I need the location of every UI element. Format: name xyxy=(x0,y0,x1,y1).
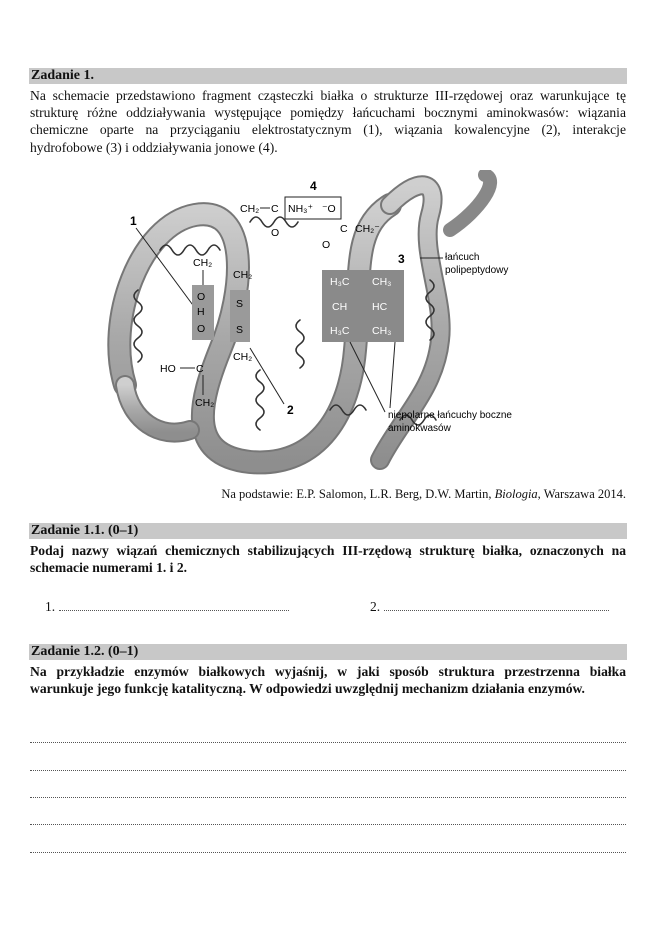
chem-o-ionic: O xyxy=(271,227,280,239)
label-number-3: 3 xyxy=(398,252,405,266)
answer-2-field[interactable] xyxy=(384,600,609,611)
label-nonpolar-line1: niepolarne łańcuchy boczne xyxy=(388,410,512,421)
chem-c-ionic-2: C xyxy=(340,223,348,235)
answer-line-4[interactable] xyxy=(30,824,626,825)
answer-2-label: 2. xyxy=(370,599,381,614)
chem-ch2-ionic: CH₂ xyxy=(240,203,260,215)
chem-o-2: O xyxy=(197,323,206,335)
answer-line-2[interactable] xyxy=(30,770,626,771)
answer-2-row[interactable] xyxy=(370,599,609,615)
label-chain-line2: polipeptydowy xyxy=(445,265,509,276)
chem-h3c-bottom: H₃C xyxy=(330,325,350,337)
answer-line-1[interactable] xyxy=(30,742,626,743)
chem-ch2-minus: CH₂⁻ xyxy=(355,223,380,235)
task-1-2-header: Zadanie 1.2. (0–1) xyxy=(29,644,627,660)
chem-ho: HO xyxy=(160,363,176,375)
chem-h-1: H xyxy=(197,306,205,318)
figure-source xyxy=(221,487,626,502)
task-1-header: Zadanie 1. xyxy=(29,68,627,84)
chem-ch2-left-bottom: CH₂ xyxy=(195,397,215,409)
chem-ch3-bottom: CH₃ xyxy=(372,325,392,337)
chem-ch2-left-top: CH₂ xyxy=(193,257,213,269)
source-title: Biologia xyxy=(494,487,538,501)
chem-hc: HC xyxy=(372,301,388,313)
chem-c-ionic: C xyxy=(271,203,279,215)
answer-1-field[interactable] xyxy=(59,600,289,611)
chem-c-1: C xyxy=(196,363,204,375)
answer-1-row[interactable] xyxy=(45,599,289,615)
task-1-intro: Na schemacie przedstawiono fragment cząsteczki białka o strukturze III-rzędowej oraz warunkujące tę strukturę różne oddziaływania występujące pomiędzy łańcuchami bocznymi aminokwasów: wiązania chemiczne oparte na przyciąganiu elektrostatycznym (1), wiązania kowalencyjne (2), interakcje hydrofobowe (3) i oddziaływania jonowe (4). xyxy=(30,88,626,155)
label-chain-line1: łańcuch xyxy=(445,252,480,263)
task-1-1-header: Zadanie 1.1. (0–1) xyxy=(29,523,627,539)
label-number-4: 4 xyxy=(310,179,317,193)
chem-o-minus: ⁻O xyxy=(322,203,336,215)
chem-nh3: NH₃⁺ xyxy=(288,203,313,215)
chem-o-ionic-2: O xyxy=(322,239,331,251)
source-prefix: Na podstawie: E.P. Salomon, L.R. Berg, D.W. Martin, xyxy=(221,487,495,501)
answer-line-5[interactable] xyxy=(30,852,626,853)
protein-structure-diagram xyxy=(100,170,570,475)
task-1-1-question: Podaj nazwy wiązań chemicznych stabilizujących III-rzędową strukturę białka, oznaczonych na schemacie numerami 1. i 2. xyxy=(30,543,626,576)
label-number-1: 1 xyxy=(130,214,137,228)
chem-ch: CH xyxy=(332,301,348,313)
label-nonpolar-line2: aminokwasów xyxy=(388,423,451,434)
answer-1-label: 1. xyxy=(45,599,56,614)
label-number-2: 2 xyxy=(287,403,294,417)
chem-o-1: O xyxy=(197,291,206,303)
chem-ch2-mid-bottom: CH₂ xyxy=(233,351,253,363)
task-1-2-question: Na przykładzie enzymów białkowych wyjaśnij, w jaki sposób struktura przestrzenna białka warunkuje jego funkcję katalityczną. W odpowiedzi uwzględnij mechanizm działania enzymów. xyxy=(30,664,626,697)
chem-ch3-top: CH₃ xyxy=(372,276,392,288)
chem-s-1: S xyxy=(236,298,244,310)
chem-ch2-mid-top: CH₂ xyxy=(233,269,253,281)
chem-s-2: S xyxy=(236,324,244,336)
answer-line-3[interactable] xyxy=(30,797,626,798)
source-suffix: , Warszawa 2014. xyxy=(537,487,626,501)
chem-h3c-top: H₃C xyxy=(330,276,350,288)
